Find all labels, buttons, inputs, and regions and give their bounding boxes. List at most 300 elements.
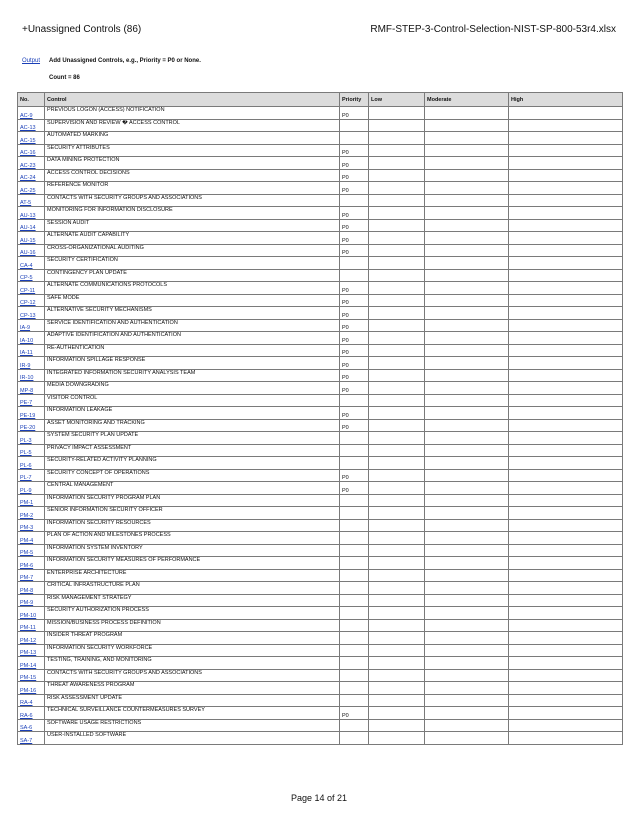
table-row: [18, 632, 623, 645]
baseline-high: [509, 232, 623, 245]
table-row: [18, 269, 623, 282]
baseline-high: [509, 219, 623, 232]
control-id-link[interactable]: PM-10: [18, 607, 45, 620]
control-id-link[interactable]: PL-5: [18, 444, 45, 457]
baseline-low: [369, 607, 425, 620]
baseline-low: [369, 432, 425, 445]
control-name: SESSION AUDIT: [45, 219, 340, 232]
baseline-low: [369, 319, 425, 332]
baseline-moderate: [425, 669, 509, 682]
column-header-control: Control: [45, 93, 340, 107]
unassigned-controls-table: [17, 92, 623, 745]
baseline-moderate: [425, 482, 509, 495]
table-row: [18, 619, 623, 632]
baseline-moderate: [425, 607, 509, 620]
control-name: SOFTWARE USAGE RESTRICTIONS: [45, 719, 340, 732]
baseline-moderate: [425, 469, 509, 482]
control-name: INFORMATION SPILLAGE RESPONSE: [45, 357, 340, 370]
control-name: SENIOR INFORMATION SECURITY OFFICER: [45, 507, 340, 520]
table-row: [18, 382, 623, 395]
control-priority: P0: [340, 319, 369, 332]
control-id-link[interactable]: PL-7: [18, 469, 45, 482]
baseline-high: [509, 144, 623, 157]
baseline-low: [369, 457, 425, 470]
baseline-low: [369, 657, 425, 670]
control-priority: P0: [340, 344, 369, 357]
baseline-high: [509, 619, 623, 632]
baseline-high: [509, 119, 623, 132]
baseline-moderate: [425, 644, 509, 657]
table-row: [18, 169, 623, 182]
baseline-low: [369, 307, 425, 320]
control-priority: P0: [340, 369, 369, 382]
baseline-low: [369, 194, 425, 207]
control-id-link[interactable]: IA-11: [18, 344, 45, 357]
control-name: ALTERNATE AUDIT CAPABILITY: [45, 232, 340, 245]
control-name: RISK ASSESSMENT UPDATE: [45, 694, 340, 707]
control-id-link[interactable]: AC-9: [18, 107, 45, 120]
control-priority: P0: [340, 169, 369, 182]
control-priority: P0: [340, 107, 369, 120]
baseline-high: [509, 494, 623, 507]
control-id-link[interactable]: PM-3: [18, 519, 45, 532]
control-id-link[interactable]: PE-19: [18, 407, 45, 420]
control-priority: P0: [340, 482, 369, 495]
table-row: [18, 119, 623, 132]
baseline-moderate: [425, 182, 509, 195]
baseline-high: [509, 382, 623, 395]
table-row: [18, 369, 623, 382]
control-id-link[interactable]: CP-12: [18, 294, 45, 307]
control-priority: [340, 494, 369, 507]
control-priority: [340, 257, 369, 270]
baseline-moderate: [425, 694, 509, 707]
table-row: [18, 519, 623, 532]
control-id-link[interactable]: MP-8: [18, 382, 45, 395]
baseline-high: [509, 519, 623, 532]
baseline-low: [369, 219, 425, 232]
baseline-moderate: [425, 344, 509, 357]
baseline-high: [509, 544, 623, 557]
baseline-moderate: [425, 319, 509, 332]
control-id-link[interactable]: AT-5: [18, 194, 45, 207]
baseline-low: [369, 394, 425, 407]
baseline-moderate: [425, 307, 509, 320]
table-row: [18, 132, 623, 145]
baseline-moderate: [425, 357, 509, 370]
baseline-high: [509, 557, 623, 570]
control-priority: P0: [340, 144, 369, 157]
control-name: SAFE MODE: [45, 294, 340, 307]
control-name: INTEGRATED INFORMATION SECURITY ANALYSIS TEAM: [45, 369, 340, 382]
control-priority: [340, 619, 369, 632]
baseline-moderate: [425, 407, 509, 420]
baseline-high: [509, 732, 623, 745]
baseline-moderate: [425, 232, 509, 245]
control-count: Count = 86: [49, 75, 80, 81]
control-name: MONITORING FOR INFORMATION DISCLOSURE: [45, 207, 340, 220]
baseline-moderate: [425, 419, 509, 432]
control-id-link[interactable]: PM-7: [18, 569, 45, 582]
baseline-high: [509, 582, 623, 595]
baseline-high: [509, 669, 623, 682]
baseline-high: [509, 357, 623, 370]
baseline-low: [369, 444, 425, 457]
control-priority: P0: [340, 469, 369, 482]
control-id-link[interactable]: PM-14: [18, 657, 45, 670]
baseline-low: [369, 694, 425, 707]
control-name: SUPERVISION AND REVIEW � ACCESS CONTROL: [45, 119, 340, 132]
file-name: RMF-STEP-3-Control-Selection-NIST-SP-800-53r4.xlsx: [370, 24, 616, 35]
control-name: INSIDER THREAT PROGRAM: [45, 632, 340, 645]
table-row: [18, 607, 623, 620]
baseline-low: [369, 282, 425, 295]
control-id-link[interactable]: IA-9: [18, 319, 45, 332]
control-priority: [340, 432, 369, 445]
baseline-moderate: [425, 457, 509, 470]
document-title: +Unassigned Controls (86): [22, 24, 142, 35]
control-priority: P0: [340, 244, 369, 257]
baseline-low: [369, 332, 425, 345]
table-row: [18, 307, 623, 320]
column-header-moderate: Moderate: [425, 93, 509, 107]
control-id-link[interactable]: SA-7: [18, 732, 45, 745]
table-row: [18, 732, 623, 745]
control-priority: [340, 657, 369, 670]
baseline-low: [369, 569, 425, 582]
baseline-high: [509, 457, 623, 470]
control-priority: P0: [340, 707, 369, 720]
control-id-link[interactable]: PM-4: [18, 532, 45, 545]
baseline-moderate: [425, 219, 509, 232]
baseline-moderate: [425, 107, 509, 120]
control-priority: [340, 119, 369, 132]
control-name: MISSION/BUSINESS PROCESS DEFINITION: [45, 619, 340, 632]
baseline-low: [369, 269, 425, 282]
control-priority: P0: [340, 207, 369, 220]
baseline-low: [369, 132, 425, 145]
baseline-low: [369, 257, 425, 270]
baseline-high: [509, 107, 623, 120]
baseline-moderate: [425, 619, 509, 632]
baseline-moderate: [425, 632, 509, 645]
baseline-high: [509, 282, 623, 295]
control-name: SECURITY ATTRIBUTES: [45, 144, 340, 157]
control-id-link[interactable]: PL-9: [18, 482, 45, 495]
baseline-low: [369, 357, 425, 370]
table-row: [18, 469, 623, 482]
control-priority: [340, 457, 369, 470]
baseline-high: [509, 482, 623, 495]
baseline-high: [509, 369, 623, 382]
table-row: [18, 432, 623, 445]
baseline-low: [369, 707, 425, 720]
control-name: CONTACTS WITH SECURITY GROUPS AND ASSOCIATIONS: [45, 194, 340, 207]
table-row: [18, 257, 623, 270]
table-row: [18, 557, 623, 570]
baseline-low: [369, 369, 425, 382]
control-priority: [340, 569, 369, 582]
control-name: ALTERNATIVE SECURITY MECHANISMS: [45, 307, 340, 320]
baseline-high: [509, 644, 623, 657]
control-id-link[interactable]: CA-4: [18, 257, 45, 270]
baseline-high: [509, 719, 623, 732]
column-header-high: High: [509, 93, 623, 107]
control-id-link[interactable]: AC-24: [18, 169, 45, 182]
control-id-link[interactable]: PM-16: [18, 682, 45, 695]
baseline-high: [509, 332, 623, 345]
control-id-link[interactable]: SA-6: [18, 719, 45, 732]
control-priority: [340, 532, 369, 545]
page-number: Page 14 of 21: [290, 793, 348, 803]
control-priority: [340, 732, 369, 745]
output-link[interactable]: Output: [22, 58, 41, 64]
control-id-link[interactable]: PL-3: [18, 432, 45, 445]
baseline-moderate: [425, 657, 509, 670]
baseline-moderate: [425, 594, 509, 607]
baseline-low: [369, 507, 425, 520]
control-name: USER-INSTALLED SOFTWARE: [45, 732, 340, 745]
baseline-low: [369, 619, 425, 632]
control-name: CROSS-ORGANIZATIONAL AUDITING: [45, 244, 340, 257]
control-id-link[interactable]: IR-10: [18, 369, 45, 382]
baseline-low: [369, 519, 425, 532]
control-priority: [340, 394, 369, 407]
table-row: [18, 207, 623, 220]
baseline-low: [369, 107, 425, 120]
control-id-link[interactable]: PM-6: [18, 557, 45, 570]
baseline-high: [509, 394, 623, 407]
table-row: [18, 107, 623, 120]
baseline-high: [509, 307, 623, 320]
baseline-low: [369, 419, 425, 432]
baseline-low: [369, 632, 425, 645]
control-id-link[interactable]: AC-23: [18, 157, 45, 170]
baseline-high: [509, 244, 623, 257]
baseline-high: [509, 194, 623, 207]
baseline-high: [509, 632, 623, 645]
table-row: [18, 407, 623, 420]
control-id-link[interactable]: PM-5: [18, 544, 45, 557]
baseline-low: [369, 669, 425, 682]
baseline-moderate: [425, 244, 509, 257]
baseline-moderate: [425, 157, 509, 170]
table-row: [18, 419, 623, 432]
table-row: [18, 332, 623, 345]
baseline-moderate: [425, 332, 509, 345]
control-name: SECURITY AUTHORIZATION PROCESS: [45, 607, 340, 620]
table-row: [18, 719, 623, 732]
table-row: [18, 532, 623, 545]
table-row: [18, 482, 623, 495]
control-name: THREAT AWARENESS PROGRAM: [45, 682, 340, 695]
control-id-link[interactable]: RA-6: [18, 707, 45, 720]
control-name: CRITICAL INFRASTRUCTURE PLAN: [45, 582, 340, 595]
baseline-moderate: [425, 119, 509, 132]
control-id-link[interactable]: AU-14: [18, 219, 45, 232]
table-row: [18, 344, 623, 357]
baseline-low: [369, 682, 425, 695]
table-row: [18, 444, 623, 457]
control-name: SECURITY CERTIFICATION: [45, 257, 340, 270]
table-row: [18, 569, 623, 582]
control-name: SERVICE IDENTIFICATION AND AUTHENTICATION: [45, 319, 340, 332]
control-name: TECHNICAL SURVEILLANCE COUNTERMEASURES SURVEY: [45, 707, 340, 720]
control-priority: [340, 607, 369, 620]
baseline-moderate: [425, 719, 509, 732]
control-id-link[interactable]: IA-10: [18, 332, 45, 345]
table-row: [18, 219, 623, 232]
baseline-high: [509, 157, 623, 170]
control-id-link[interactable]: RA-4: [18, 694, 45, 707]
baseline-moderate: [425, 169, 509, 182]
control-name: PLAN OF ACTION AND MILESTONES PROCESS: [45, 532, 340, 545]
control-priority: [340, 669, 369, 682]
control-priority: [340, 719, 369, 732]
control-name: SECURITY-RELATED ACTIVITY PLANNING: [45, 457, 340, 470]
baseline-low: [369, 344, 425, 357]
baseline-moderate: [425, 582, 509, 595]
table-row: [18, 232, 623, 245]
control-id-link[interactable]: PM-15: [18, 669, 45, 682]
table-row: [18, 582, 623, 595]
baseline-low: [369, 232, 425, 245]
control-id-link[interactable]: PM-13: [18, 644, 45, 657]
control-priority: [340, 544, 369, 557]
baseline-high: [509, 707, 623, 720]
control-name: ALTERNATE COMMUNICATIONS PROTOCOLS: [45, 282, 340, 295]
baseline-low: [369, 557, 425, 570]
baseline-high: [509, 532, 623, 545]
table-row: [18, 544, 623, 557]
baseline-high: [509, 344, 623, 357]
baseline-high: [509, 432, 623, 445]
control-priority: P0: [340, 232, 369, 245]
table-row: [18, 657, 623, 670]
control-name: MEDIA DOWNGRADING: [45, 382, 340, 395]
control-id-link[interactable]: AU-15: [18, 232, 45, 245]
control-priority: P0: [340, 307, 369, 320]
baseline-low: [369, 382, 425, 395]
baseline-low: [369, 732, 425, 745]
control-id-link[interactable]: PL-6: [18, 457, 45, 470]
control-name: ENTERPRISE ARCHITECTURE: [45, 569, 340, 582]
table-row: [18, 294, 623, 307]
control-name: RE-AUTHENTICATION: [45, 344, 340, 357]
control-id-link[interactable]: PM-9: [18, 594, 45, 607]
control-name: INFORMATION SECURITY RESOURCES: [45, 519, 340, 532]
control-priority: [340, 682, 369, 695]
baseline-low: [369, 594, 425, 607]
column-header-no: No.: [18, 93, 45, 107]
control-id-link[interactable]: AC-25: [18, 182, 45, 195]
table-row: [18, 457, 623, 470]
baseline-low: [369, 482, 425, 495]
baseline-moderate: [425, 519, 509, 532]
table-row: [18, 594, 623, 607]
control-name: AUTOMATED MARKING: [45, 132, 340, 145]
baseline-high: [509, 169, 623, 182]
control-id-link[interactable]: AC-15: [18, 132, 45, 145]
baseline-low: [369, 244, 425, 257]
control-id-link[interactable]: IR-9: [18, 357, 45, 370]
baseline-moderate: [425, 294, 509, 307]
baseline-low: [369, 182, 425, 195]
table-header-row: [18, 93, 623, 107]
table-body: [18, 107, 623, 745]
table-row: [18, 157, 623, 170]
baseline-low: [369, 494, 425, 507]
control-id-link[interactable]: AU-13: [18, 207, 45, 220]
baseline-high: [509, 182, 623, 195]
table-row: [18, 644, 623, 657]
table-row: [18, 357, 623, 370]
table-row: [18, 669, 623, 682]
control-id-link[interactable]: PM-11: [18, 619, 45, 632]
column-header-low: Low: [369, 93, 425, 107]
baseline-high: [509, 657, 623, 670]
control-id-link[interactable]: AC-16: [18, 144, 45, 157]
output-description: Add Unassigned Controls, e.g., Priority = P0 or None.: [49, 58, 201, 64]
control-name: CONTACTS WITH SECURITY GROUPS AND ASSOCIATIONS: [45, 669, 340, 682]
control-priority: [340, 594, 369, 607]
table-row: [18, 144, 623, 157]
control-id-link[interactable]: PM-12: [18, 632, 45, 645]
baseline-low: [369, 644, 425, 657]
table-row: [18, 244, 623, 257]
control-name: INFORMATION LEAKAGE: [45, 407, 340, 420]
control-priority: P0: [340, 419, 369, 432]
control-id-link[interactable]: AU-16: [18, 244, 45, 257]
control-name: INFORMATION SECURITY MEASURES OF PERFORMANCE: [45, 557, 340, 570]
baseline-high: [509, 294, 623, 307]
control-id-link[interactable]: CP-11: [18, 282, 45, 295]
baseline-moderate: [425, 382, 509, 395]
control-id-link[interactable]: CP-5: [18, 269, 45, 282]
control-id-link[interactable]: PM-8: [18, 582, 45, 595]
control-priority: [340, 194, 369, 207]
baseline-moderate: [425, 569, 509, 582]
baseline-moderate: [425, 507, 509, 520]
control-id-link[interactable]: AC-13: [18, 119, 45, 132]
control-name: CENTRAL MANAGEMENT: [45, 482, 340, 495]
control-name: PRIVACY IMPACT ASSESSMENT: [45, 444, 340, 457]
table-row: [18, 694, 623, 707]
control-name: ACCESS CONTROL DECISIONS: [45, 169, 340, 182]
baseline-moderate: [425, 144, 509, 157]
table-row: [18, 682, 623, 695]
control-id-link[interactable]: CP-13: [18, 307, 45, 320]
baseline-low: [369, 582, 425, 595]
baseline-high: [509, 132, 623, 145]
baseline-low: [369, 544, 425, 557]
baseline-moderate: [425, 269, 509, 282]
baseline-high: [509, 507, 623, 520]
baseline-high: [509, 694, 623, 707]
control-priority: P0: [340, 182, 369, 195]
control-id-link[interactable]: PM-1: [18, 494, 45, 507]
control-id-link[interactable]: PM-2: [18, 507, 45, 520]
control-id-link[interactable]: PE-7: [18, 394, 45, 407]
control-id-link[interactable]: PE-20: [18, 419, 45, 432]
baseline-high: [509, 444, 623, 457]
control-priority: [340, 507, 369, 520]
baseline-low: [369, 532, 425, 545]
control-priority: P0: [340, 332, 369, 345]
control-priority: [340, 269, 369, 282]
baseline-high: [509, 207, 623, 220]
control-priority: P0: [340, 282, 369, 295]
